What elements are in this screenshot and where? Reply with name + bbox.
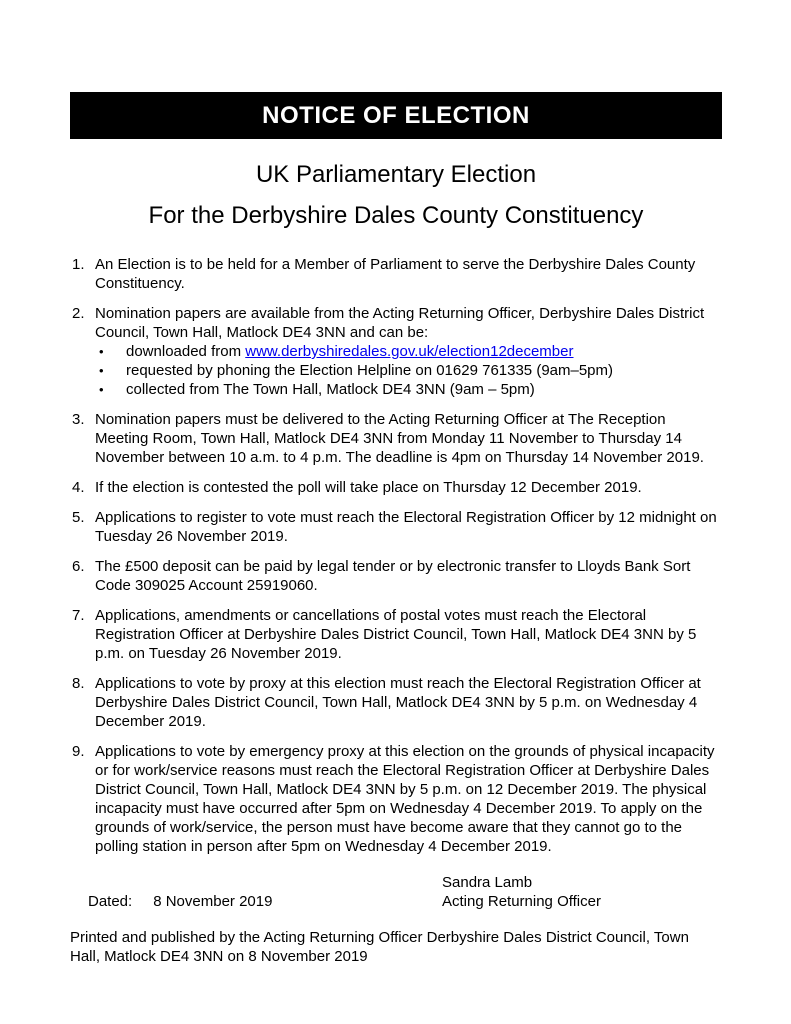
item-number: 6. — [72, 558, 85, 575]
signatory-role: Acting Returning Officer — [442, 893, 601, 910]
item-text: The £500 deposit can be paid by legal tender or by electronic transfer to Lloyds Bank Sort Code 309025 Account 25919060. — [95, 558, 691, 594]
item-number: 2. — [72, 305, 85, 322]
bullet-text-prefix: downloaded from — [126, 343, 246, 360]
list-item-1 — [70, 255, 722, 293]
list-item-4 — [70, 478, 722, 497]
bullet-marker: • — [99, 382, 104, 397]
numbered-list — [70, 255, 722, 856]
bullet-marker: • — [99, 363, 104, 378]
item-number: 3. — [72, 411, 85, 428]
page-title: UK Parliamentary Election — [255, 161, 537, 188]
list-item-9 — [70, 742, 722, 856]
bullet-text — [126, 342, 574, 361]
item-text: Applications to vote by emergency proxy at this election on the grounds of physical incapacity or for work/service reasons must reach the Electoral Registration Officer at Derbyshire Dales District Council, Town Hall, Matlock DE4 3NN by 5 p.m. on 12 December 2019. The physical incapacity must have occurred after 5pm on Wednesday 4 December 2019. To apply on the grounds of work/service, the person must have become aware that they cannot go to the polling station in person after 5pm on Wednesday 4 December 2019. — [95, 743, 715, 855]
dated-label: Dated: — [88, 893, 133, 910]
page-subtitle: For the Derbyshire Dales County Constituency — [148, 202, 644, 229]
item-text: Applications to register to vote must reach the Electoral Registration Officer by 12 midnight on Tuesday 26 November 2019. — [95, 509, 717, 545]
list-item-3 — [70, 410, 722, 467]
bullet-text: requested by phoning the Election Helpline on 01629 761335 (9am–5pm) — [126, 362, 614, 379]
bullet-item-phone — [95, 361, 722, 380]
dated-value: 8 November 2019 — [153, 893, 273, 910]
item-text: Applications to vote by proxy at this election must reach the Electoral Registration Officer at Derbyshire Dales District Council, Town Hall, Matlock DE4 3NN by 5 p.m. on Wednesday 4 December 2019. — [95, 675, 701, 730]
list-item-8 — [70, 674, 722, 731]
item-text: An Election is to be held for a Member of Parliament to serve the Derbyshire Dales County Constituency. — [95, 256, 696, 292]
list-item-6 — [70, 557, 722, 595]
list-item-5 — [70, 508, 722, 546]
signature-spacer — [70, 873, 442, 892]
bullet-item-download — [95, 342, 722, 361]
item-number: 1. — [72, 256, 85, 273]
item-text: Nomination papers are available from the Acting Returning Officer, Derbyshire Dales District Council, Town Hall, Matlock DE4 3NN and can be: — [95, 305, 705, 341]
item-number: 5. — [72, 509, 85, 526]
bullet-marker: • — [99, 344, 104, 359]
item-text: Applications, amendments or cancellations of postal votes must reach the Electoral Registration Officer at Derbyshire Dales District Council, Town Hall, Matlock DE4 3NN by 5 p.m. on Tuesday 26 November 2019. — [95, 607, 697, 662]
item-number: 4. — [72, 479, 85, 496]
dated-line — [70, 892, 442, 911]
bullet-list — [95, 342, 722, 399]
item-number: 9. — [72, 743, 85, 760]
printed-published-note: Printed and published by the Acting Returning Officer Derbyshire Dales District Council, Town Hall, Matlock DE4 3NN on 8 November 2019 — [70, 929, 689, 965]
list-item-7 — [70, 606, 722, 663]
banner-title: NOTICE OF ELECTION — [262, 102, 530, 129]
item-text: If the election is contested the poll will take place on Thursday 12 December 2019. — [95, 479, 642, 496]
signatory-name: Sandra Lamb — [442, 874, 533, 891]
notice-banner — [70, 92, 722, 139]
bullet-item-collect — [95, 380, 722, 399]
bullet-text: collected from The Town Hall, Matlock DE4 3NN (9am – 5pm) — [126, 381, 535, 398]
item-number: 8. — [72, 675, 85, 692]
signature-block — [70, 873, 722, 911]
list-item-2 — [70, 304, 722, 399]
item-number: 7. — [72, 607, 85, 624]
item-text: Nomination papers must be delivered to the Acting Returning Officer at The Reception Meeting Room, Town Hall, Matlock DE4 3NN from Monday 11 November to Thursday 14 November between 10 a.m. to 4 p.m. The deadline is 4pm on Thursday 14 November 2019. — [95, 411, 704, 466]
election-nomination-link[interactable]: www.derbyshiredales.gov.uk/election12december — [245, 343, 574, 360]
item-body — [95, 304, 722, 399]
